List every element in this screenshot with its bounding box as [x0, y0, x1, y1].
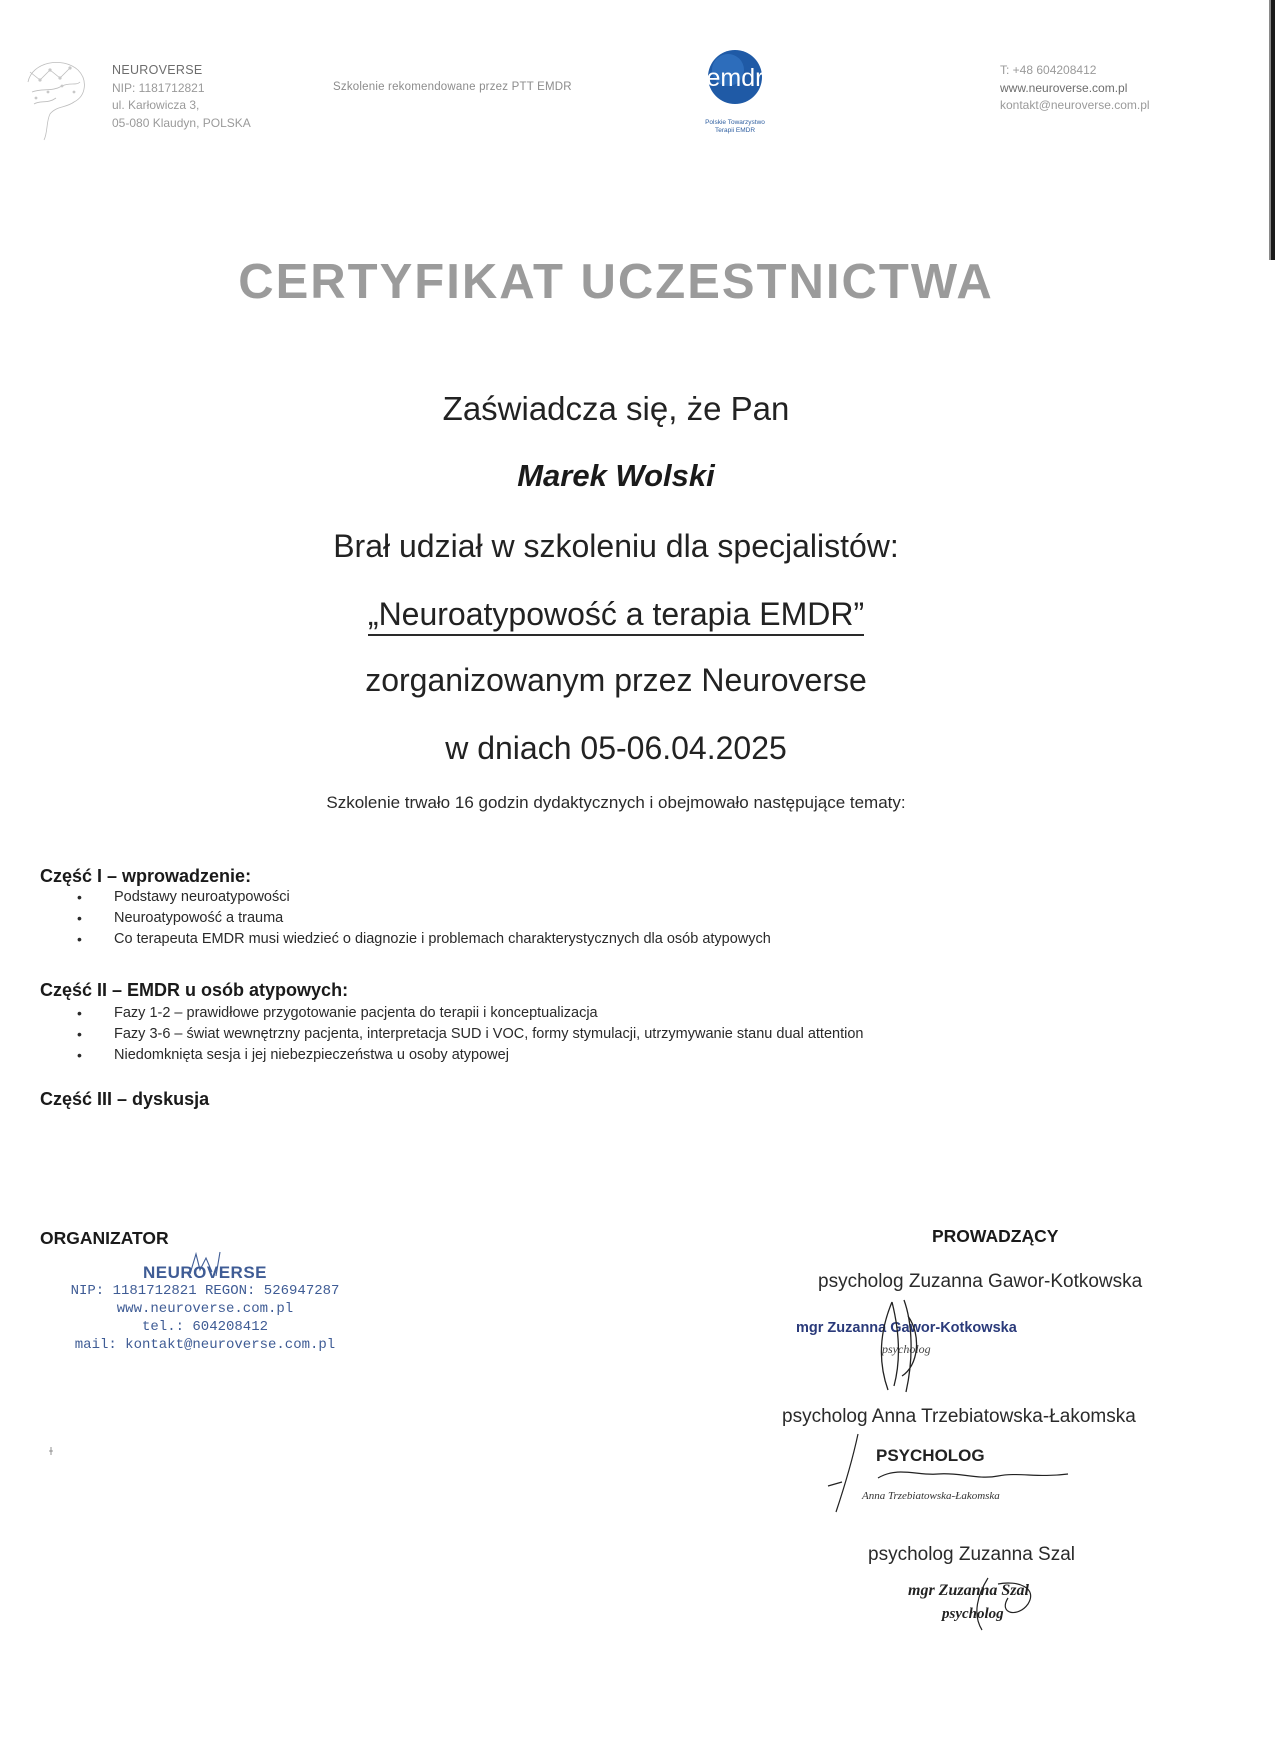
contact-email: kontakt@neuroverse.com.pl [1000, 98, 1150, 112]
signature-scribble [852, 1296, 942, 1396]
stamp-www: www.neuroverse.com.pl [116, 1301, 294, 1317]
list-item: • Fazy 1-2 – prawidłowe przygotowanie pacjenta do terapii i konceptualizacja [72, 1003, 863, 1024]
stamp-line: psycholog [942, 1606, 1004, 1622]
emdr-logo-line2: Terapii EMDR [714, 127, 756, 134]
contact-www: www.neuroverse.com.pl [1000, 80, 1128, 95]
list-item: • Neuroatypowość a trauma [72, 908, 771, 929]
stamp-company-name: NEUROVERSE [142, 1263, 268, 1282]
lecturer-2-name: psycholog Anna Trzebiatowska-Łakomska [782, 1406, 1136, 1427]
neuroverse-brain-logo [22, 52, 90, 142]
part-2-heading: Część II – EMDR u osób atypowych: [40, 980, 349, 1000]
part-1-list [72, 887, 771, 950]
signature-scribble [818, 1432, 1118, 1514]
organized-line: zorganizowanym przez Neuroverse [365, 662, 867, 698]
hours-line: Szkolenie trwało 16 godzin dydaktycznych i obejmowało następujące tematy: [326, 793, 906, 812]
participant-name: Marek Wolski [517, 458, 715, 493]
dates-line: w dniach 05-06.04.2025 [445, 730, 787, 766]
part-2-list [72, 1003, 863, 1066]
company-name: NEUROVERSE [112, 63, 203, 77]
list-item: • Podstawy neuroatypowości [72, 887, 771, 908]
company-city: 05-080 Klaudyn, POLSKA [112, 115, 251, 130]
scan-edge [1261, 0, 1275, 260]
company-info [112, 62, 251, 132]
stamp-line: Anna Trzebiatowska-Łakomska [862, 1490, 1000, 1502]
course-title-text: „Neuroatypowość a terapia EMDR” [368, 596, 864, 636]
company-street: ul. Karłowicza 3, [112, 98, 200, 112]
course-title [0, 596, 1232, 633]
lecturer-1-signature-stamp [792, 1296, 1052, 1396]
list-item: • Fazy 3-6 – świat wewnętrzny pacjenta, interpretacja SUD i VOC, formy stymulacji, utrzymywanie stanu dual attention [72, 1024, 863, 1045]
contact-info [1000, 62, 1150, 115]
lecturer-3-signature-stamp [908, 1574, 1068, 1648]
stamp-ids: NIP: 1181712821 REGON: 526947287 [70, 1283, 340, 1299]
organizer-stamp [60, 1264, 350, 1354]
attest-line: Zaświadcza się, że Pan [442, 390, 790, 427]
stamp-line: mgr Zuzanna Gawor-Kotkowska [796, 1320, 1017, 1336]
emdr-logo-line1: Polskie Towarzystwo [705, 119, 765, 126]
lecturers-label: PROWADZĄCY [932, 1226, 1059, 1246]
stamp-mail: mail: kontakt@neuroverse.com.pl [74, 1337, 336, 1353]
emdr-logo-mark: emdr [706, 64, 764, 92]
emdr-association-logo [690, 44, 780, 142]
stamp-line: psycholog [882, 1342, 931, 1356]
signature-scribble [928, 1574, 1058, 1634]
stamp-line: mgr Zuzanna Szal [908, 1582, 1029, 1599]
scan-mark [48, 1446, 54, 1456]
stamp-line: PSYCHOLOG [876, 1446, 985, 1465]
stamp-tel: tel.: 604208412 [141, 1319, 269, 1335]
recommendation-text: Szkolenie rekomendowane przez PTT EMDR [333, 81, 572, 93]
part-3-heading: Część III – dyskusja [40, 1089, 210, 1109]
company-nip: NIP: 1181712821 [112, 80, 205, 95]
lecturer-2-signature-stamp [818, 1432, 1118, 1514]
list-item: • Niedomknięta sesja i jej niebezpieczeństwa u osoby atypowej [72, 1045, 863, 1066]
participation-line: Brał udział w szkoleniu dla specjalistów: [333, 528, 899, 564]
contact-phone: T: +48 604208412 [1000, 63, 1097, 77]
list-item: • Co terapeuta EMDR musi wiedzieć o diagnozie i problemach charakterystycznych dla osób atypowych [72, 929, 771, 950]
lecturer-1-name: psycholog Zuzanna Gawor-Kotkowska [818, 1271, 1143, 1292]
certificate-title: CERTYFIKAT UCZESTNICTWA [238, 255, 994, 309]
lecturer-3-name: psycholog Zuzanna Szal [868, 1544, 1076, 1565]
part-1-heading: Część I – wprowadzenie: [40, 866, 252, 886]
organizer-label: ORGANIZATOR [40, 1228, 169, 1248]
